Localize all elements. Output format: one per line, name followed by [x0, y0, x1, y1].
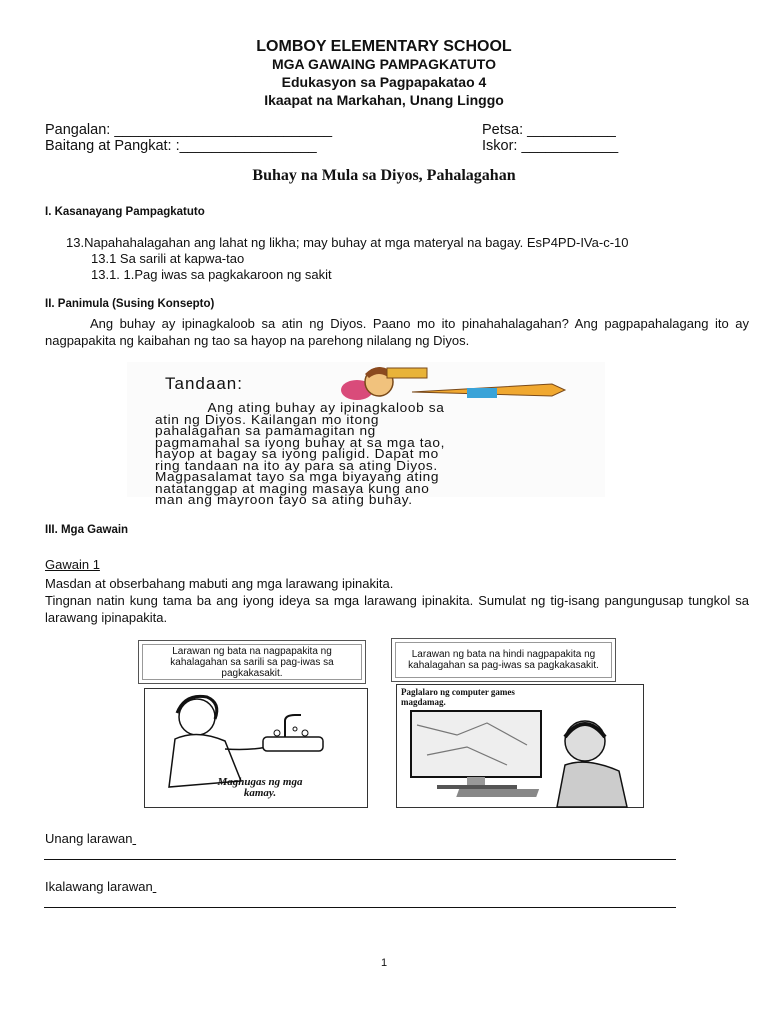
lesson-title: Buhay na Mula sa Diyos, Pahalagahan — [252, 167, 516, 184]
left-caption: Larawan ng bata na nagpapakita ng kahalagahan sa sarili sa pag-iwas sa pagkakasakit. — [142, 644, 362, 680]
faucet — [285, 715, 301, 737]
page-number: 1 — [380, 957, 388, 969]
name-field: Pangalan: ___________________________ — [45, 122, 333, 138]
score-field: Iskor: ____________ — [482, 138, 619, 154]
competency-sub-1: 13.1 Sa sarili at kapwa-tao — [91, 251, 245, 266]
right-caption: Larawan ng bata na hindi nagpapakita ng kahalagahan sa pag-iwas sa pagkakasakit. — [395, 642, 612, 678]
second-answer-label — [45, 879, 156, 894]
first-answer-line[interactable] — [44, 859, 676, 860]
right-caption-box — [391, 638, 616, 682]
first-answer-blank — [132, 831, 136, 846]
monitor — [411, 711, 541, 777]
soap-bubble — [302, 730, 308, 736]
date-field: Petsa: ___________ — [482, 122, 616, 138]
tandaan-box — [127, 362, 605, 507]
tandaan-line: natatanggap at maging masaya kung ano — [155, 480, 430, 496]
child-head-headphones — [565, 721, 605, 761]
instruction-2: Tingnan natin kung tama ba ang iyong ideya sa mga larawang ipinakita. Sumulat ng tig-isang pangungusap tungkol sa larawang ipinapakita. — [45, 593, 749, 625]
first-answer-label — [45, 831, 136, 846]
intro-paragraph: Ang buhay ay ipinagkaloob sa atin ng Diyos. Paano mo ito pinahahalagahan? Ang pagpapahalagang ito ay nagpapakita ng kaibahan ng tao sa hayop na parehong nilalang ng Diyos. — [45, 316, 749, 348]
grade-field: Baitang at Pangkat: :_________________ — [45, 138, 317, 154]
girl-with-pencil-illustration — [317, 362, 577, 402]
illustration-hat — [387, 368, 427, 378]
soap-bubble — [293, 727, 297, 731]
tandaan-line: atin ng Diyos. Kailangan mo itong — [155, 411, 380, 427]
handwashing-picture — [144, 688, 368, 808]
subject-title: Edukasyon sa Pagpapakatao 4 — [281, 74, 487, 90]
second-answer-line[interactable] — [44, 907, 676, 908]
section-1-heading: I. Kasanayang Pampagkatuto — [45, 206, 205, 218]
monitor-base — [437, 785, 517, 789]
tandaan-title: Tandaan: — [165, 374, 243, 393]
monitor-stand — [467, 777, 485, 785]
keyboard — [456, 789, 539, 797]
child-back — [557, 762, 627, 807]
school-name: LOMBOY ELEMENTARY SCHOOL — [256, 38, 512, 55]
tandaan-line: Magpasalamat tayo sa mga biyayang ating — [155, 469, 440, 484]
illustration-sleeve — [467, 388, 497, 398]
tandaan-line: hayop at bagay sa iyong paligid. Dapat mo — [155, 446, 439, 461]
instruction-1: Masdan at obserbahang mabuti ang mga larawang ipinakita. — [45, 576, 394, 591]
gawain-1-label: Gawain 1 — [45, 557, 100, 572]
second-answer-text: Ikalawang larawan — [45, 879, 153, 894]
tandaan-line: Ang ating buhay ay ipinagkaloob sa — [207, 400, 445, 415]
soap-bubble — [274, 730, 280, 736]
competency-text: 13.Napahahalagahan ang lahat ng likha; may buhay at mga materyal na bagay. EsP4PD-IVa-c-10 — [66, 235, 629, 250]
section-3-heading: III. Mga Gawain — [45, 524, 129, 536]
quarter-title: Ikaapat na Markahan, Unang Linggo — [264, 92, 504, 108]
tandaan-line: pagmamahal sa iyong buhay at sa mga tao, — [155, 434, 446, 450]
competency-sub-2: 13.1. 1.Pag iwas sa pagkakaroon ng sakit — [91, 267, 332, 282]
computer-games-label: Paglalaro ng computer games magdamag. — [401, 687, 515, 707]
handwashing-label: Maghugas ng mga kamay. — [217, 776, 303, 799]
child-head — [179, 699, 215, 735]
section-2-heading: II. Panimula (Susing Konsepto) — [45, 298, 215, 310]
tandaan-line: pahalagahan sa pamamagitan ng — [155, 423, 376, 438]
activity-title: MGA GAWAING PAMPAGKATUTO — [272, 56, 496, 72]
tandaan-text — [155, 402, 617, 506]
first-answer-text: Unang larawan — [45, 831, 133, 846]
second-answer-blank — [153, 879, 157, 894]
tandaan-line: man ang mayroon tayo sa ating buhay. — [155, 492, 413, 507]
sink — [263, 737, 323, 751]
tandaan-line: ring tandaan na ito ay para sa ating Diyos. — [155, 457, 438, 473]
computer-games-picture — [396, 684, 644, 808]
left-caption-box — [138, 640, 366, 684]
